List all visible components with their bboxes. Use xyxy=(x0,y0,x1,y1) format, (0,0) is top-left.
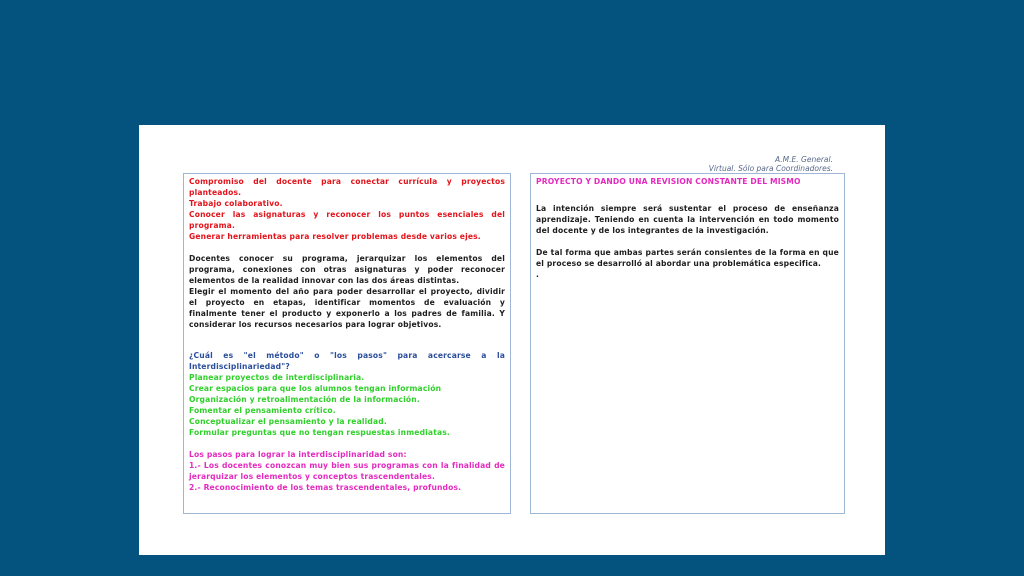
right-paragraph-2: De tal forma que ambas partes serán consientes de la forma en que el proceso se desarrolló al abordar una problemática especifica. xyxy=(536,248,839,268)
green-line-5: Conceptualizar el pensamiento y la realidad. xyxy=(189,417,387,426)
green-line-4: Fomentar el pensamiento crítico. xyxy=(189,406,336,415)
document-page xyxy=(139,125,885,555)
dark-paragraph-1: Docentes conocer su programa, jerarquizar los elementos del programa, conexiones con otras asignaturas y poder reconocer elementos de la realidad innovar con las dos áreas distintas. xyxy=(189,254,505,285)
red-line-4: Generar herramientas para resolver problemas desde varios ejes. xyxy=(189,232,481,241)
red-line-2: Trabajo colaborativo. xyxy=(189,199,283,208)
green-line-2: Crear espacios para que los alumnos tengan información xyxy=(189,384,442,393)
left-text-box xyxy=(183,173,511,514)
header-line-1: A.M.E. General. xyxy=(775,155,833,164)
right-title: PROYECTO Y DANDO UNA REVISION CONSTANTE DEL MISMO xyxy=(536,177,801,186)
green-line-6: Formular preguntas que no tengan respuestas inmediatas. xyxy=(189,428,450,437)
magenta-line-1: Los pasos para lograr la interdisciplinaridad son: xyxy=(189,450,407,459)
right-paragraph-1: La intención siempre será sustentar el proceso de enseñanza aprendizaje. Teniendo en cuenta la intervención en todo momento del docente y de los integrantes de la investigación. xyxy=(536,204,839,235)
header-line-2: Virtual. Sólo para Coordinadores. xyxy=(708,164,833,173)
red-line-1: Compromiso del docente para conectar currícula y proyectos planteados. xyxy=(189,177,505,197)
red-line-3: Conocer las asignaturas y reconocer los puntos esenciales del programa. xyxy=(189,210,505,230)
green-line-1: Planear proyectos de interdisciplinaria. xyxy=(189,373,365,382)
right-text-box xyxy=(530,173,845,514)
magenta-line-2: 1.- Los docentes conozcan muy bien sus programas con la finalidad de jerarquizar los elementos y conceptos trascendentales. xyxy=(189,461,505,481)
page-header xyxy=(709,155,833,173)
green-line-3: Organización y retroalimentación de la información. xyxy=(189,395,420,404)
right-dot: . xyxy=(536,270,540,279)
method-question: ¿Cuál es "el método" o "los pasos" para acercarse a la Interdisciplinariedad"? xyxy=(189,351,505,371)
dark-paragraph-2: Elegir el momento del año para poder desarrollar el proyecto, dividir el proyecto en etapas, identificar momentos de evaluación y finalmente tener el producto y exponerlo a los padres de familia. Y considerar los recursos necesarios para lograr objetivos. xyxy=(189,287,505,329)
magenta-line-3: 2.- Reconocimiento de los temas trascendentales, profundos. xyxy=(189,483,462,492)
